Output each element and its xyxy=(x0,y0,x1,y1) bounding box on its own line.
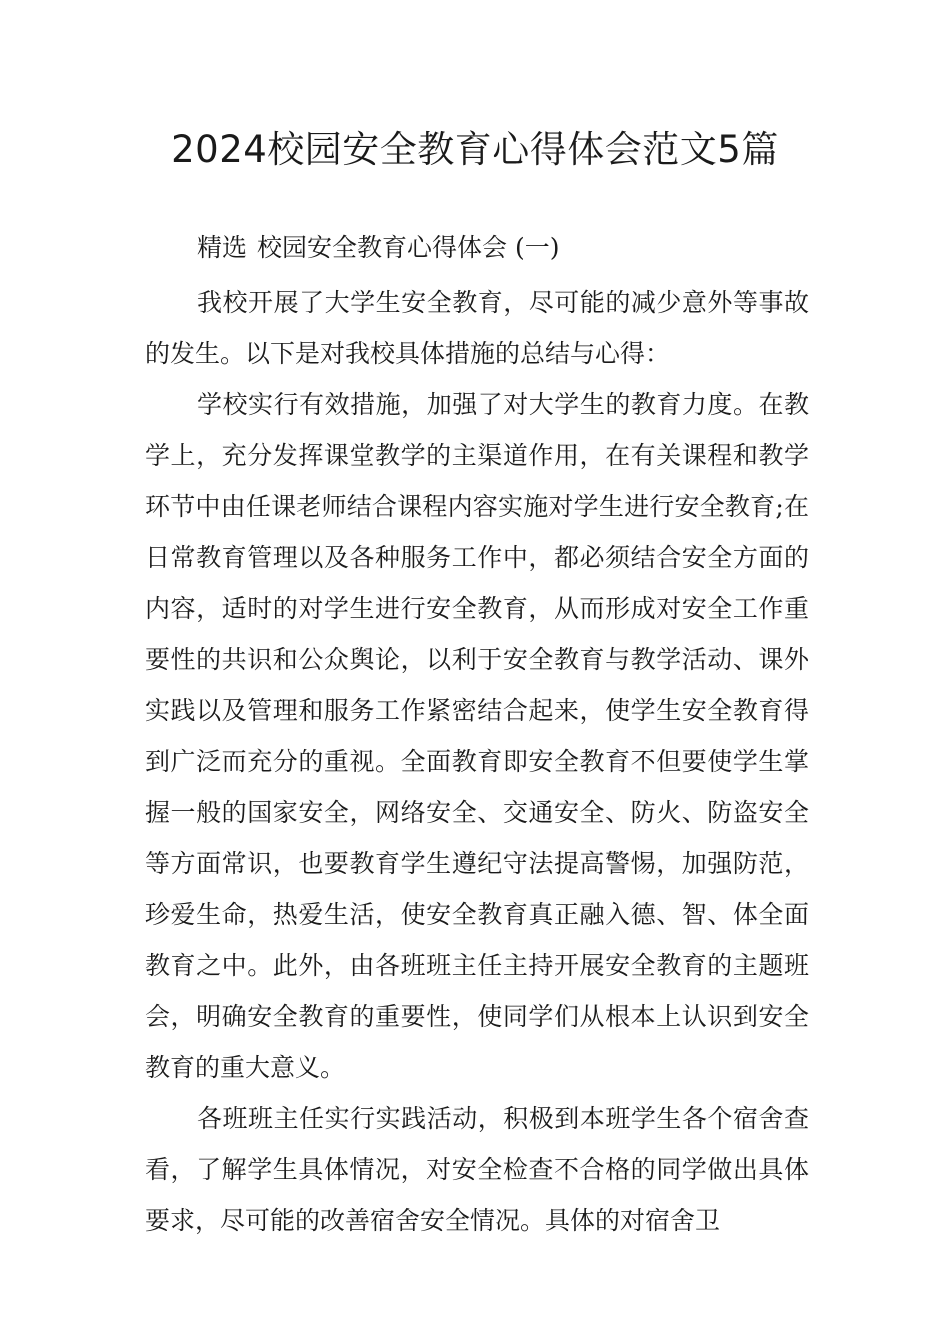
section-heading-prefix: 精选 xyxy=(197,233,248,262)
document-title: 2024校园安全教育心得体会范文5篇 xyxy=(171,128,779,171)
section-heading-text: 校园安全教育心得体会 (一) xyxy=(257,233,560,262)
document-body xyxy=(145,277,809,1246)
paragraph-2: 学校实行有效措施，加强了对大学生的教育力度。在教学上，充分发挥课堂教学的主渠道作用，在有关课程和教学环节中由任课老师结合课程内容实施对学生进行安全教育;在日常教育管理以及各种服务工作中，都必须结合安全方面的内容，适时的对学生进行安全教育，从而形成对安全工作重要性的共识和公众舆论，以利于安全教育与教学活动、课外实践以及管理和服务工作紧密结合起来，使学生安全教育得到广泛而充分的重视。全面教育即安全教育不但要使学生掌握一般的国家安全，网络安全、交通安全、防火、防盗安全等方面常识，也要教育学生遵纪守法提高警惕，加强防范，珍爱生命，热爱生活，使安全教育真正融入德、智、体全面教育之中。此外，由各班班主任主持开展安全教育的主题班会，明确安全教育的重要性，使同学们从根本上认识到安全教育的重大意义。 xyxy=(145,390,809,1082)
paragraph-1: 我校开展了大学生安全教育，尽可能的减少意外等事故的发生。以下是对我校具体措施的总结与心得： xyxy=(145,288,809,368)
section-heading xyxy=(197,228,559,268)
paragraph-3: 各班班主任实行实践活动，积极到本班学生各个宿舍查看，了解学生具体情况，对安全检查不合格的同学做出具体要求，尽可能的改善宿舍安全情况。具体的对宿舍卫 xyxy=(145,1104,809,1235)
